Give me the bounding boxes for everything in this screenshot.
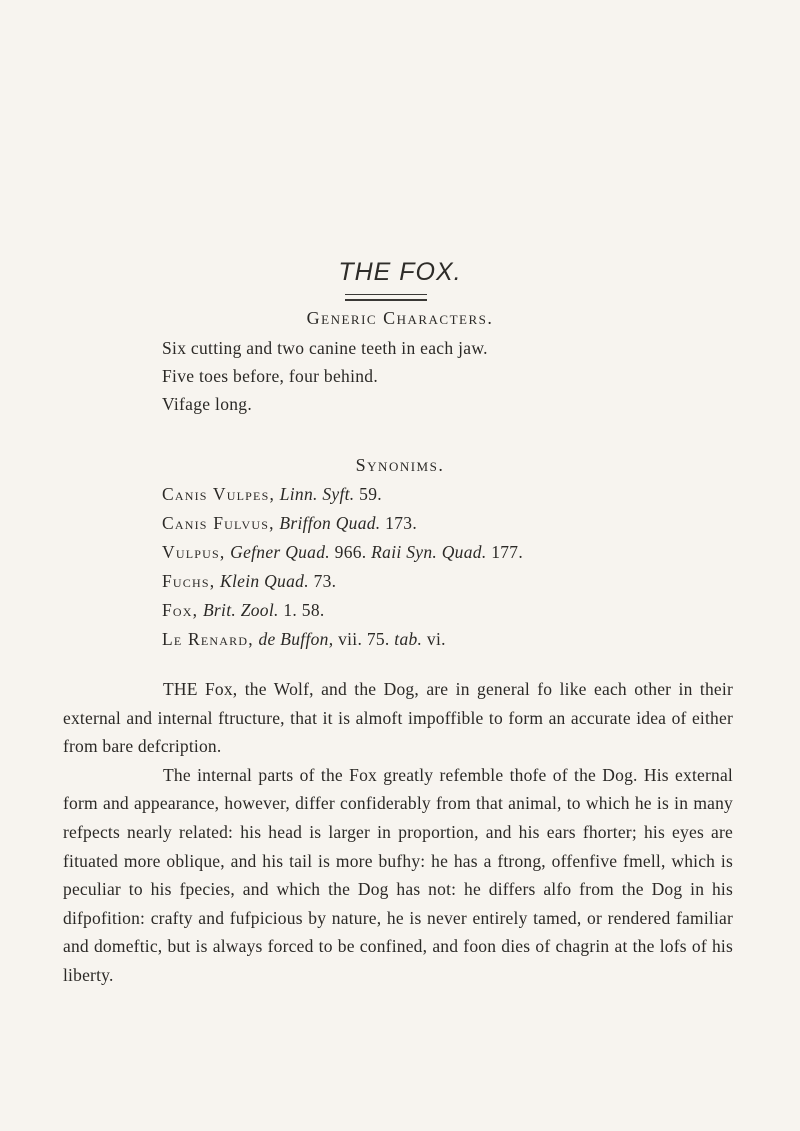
synonym-reference: Brit. Zool. <box>202 600 279 620</box>
synonym-reference: Briffon Quad. <box>279 513 381 533</box>
synonym-entry <box>162 600 325 621</box>
synonym-reference: Gefner Quad. <box>230 542 330 562</box>
synonym-name: Fuchs, <box>162 571 216 591</box>
synonym-entry <box>162 484 382 505</box>
synonym-name: Canis Fulvus, <box>162 513 275 533</box>
synonym-reference-secondary: Raii Syn. Quad. <box>371 542 487 562</box>
page-title: THE FOX. <box>338 258 462 286</box>
synonym-page: vii. 75. <box>338 629 390 649</box>
synonym-page: 73. <box>313 571 337 591</box>
double-rule-divider <box>345 294 427 301</box>
synonym-reference: Klein Quad. <box>220 571 309 591</box>
synonym-page-secondary: 177. <box>491 542 524 562</box>
generic-characters-heading: Generic Characters. <box>306 308 494 328</box>
synonym-page-secondary: vi. <box>426 629 446 649</box>
synonym-name: Canis Vulpes, <box>162 484 276 504</box>
synonym-name: Fox, <box>162 600 199 620</box>
synonym-name: Vulpus, <box>162 542 226 562</box>
generic-line-toes: Five toes before, four behind. <box>162 366 379 386</box>
synonym-page: 173. <box>385 513 417 533</box>
synonym-entry <box>162 571 336 592</box>
synonym-page: 966. <box>334 542 367 562</box>
synonym-reference: Linn. Syft. <box>279 484 355 504</box>
synonym-page: 59. <box>359 484 382 504</box>
synonym-name: Le Renard, <box>162 629 254 649</box>
body-text <box>63 675 733 990</box>
generic-line-visage: Vifage long. <box>162 394 253 414</box>
generic-line-teeth: Six cutting and two canine teeth in each jaw. <box>162 338 488 358</box>
synonym-entry <box>162 513 417 534</box>
synonym-entry <box>162 629 446 650</box>
synonym-reference: de Buffon, <box>258 629 334 649</box>
synonym-page: 1. 58. <box>283 600 325 620</box>
paragraph-1: THE Fox, the Wolf, and the Dog, are in general fo like each other in their external and internal ftructure, that it is almoft impoffible to form an accurate idea of either from bare defcription. <box>63 679 733 757</box>
synonym-reference-secondary: tab. <box>394 629 423 649</box>
synonym-entry <box>162 542 523 563</box>
synonims-heading: Synonims. <box>355 455 445 475</box>
paragraph-2: The internal parts of the Fox greatly refemble thofe of the Dog. His external form and appearance, however, differ confiderably from that animal, to which he is in many refpects nearly related: his head is larger in proportion, and his ears fhorter; his eyes are fituated more oblique, and his tail is more bufhy: he has a ftrong, offenfive fmell, which is peculiar to his fpecies, and which the Dog has not: he differs alfo from the Dog in his difpofition: crafty and fufpicious by nature, he is never entirely tamed, or rendered familiar and domeftic, but is always forced to be confined, and foon dies of chagrin at the lofs of his liberty. <box>63 764 733 985</box>
